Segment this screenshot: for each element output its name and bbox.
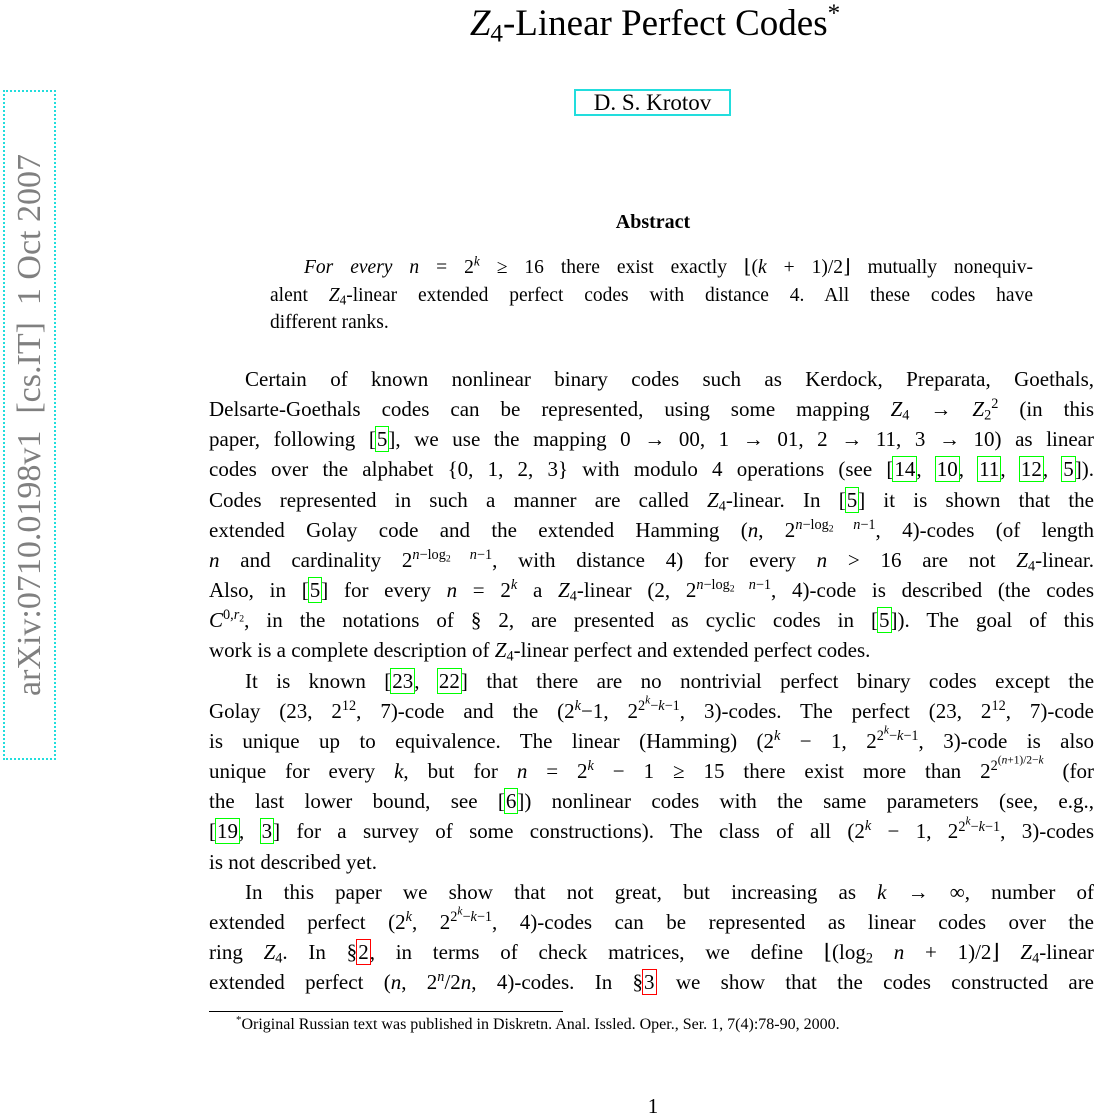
text-run: -linear perfect and extended perfect codes. xyxy=(513,638,871,663)
text-run: is not described yet. xyxy=(209,849,377,874)
text-run: ( xyxy=(997,754,1002,767)
subscript xyxy=(866,951,873,967)
citation-link[interactable]: 5 xyxy=(1063,457,1074,482)
citation-link[interactable]: 3 xyxy=(261,819,273,844)
text-run: 4 xyxy=(339,291,347,307)
citation-link[interactable]: 5 xyxy=(879,608,890,633)
text-run: → xyxy=(909,397,973,422)
paper-title xyxy=(0,0,1096,48)
text-run: 4 xyxy=(506,648,514,665)
superscript xyxy=(990,754,1044,775)
citation-link[interactable]: 14 xyxy=(894,457,916,482)
text-run: 2 xyxy=(239,613,245,625)
superscript xyxy=(795,517,875,533)
text-run: ] for a survey of some constructions). The class of all (2 xyxy=(273,819,865,844)
math-symbol: Z xyxy=(558,578,570,603)
text-run: extended perfect (2 xyxy=(209,909,406,934)
text-run: paper, following [ xyxy=(209,427,376,452)
text-run: , 2 xyxy=(758,517,796,542)
subscript xyxy=(490,20,503,47)
text-run: − xyxy=(888,728,897,745)
text-run: − xyxy=(970,818,979,835)
text-run: 4 xyxy=(902,407,910,424)
text-run: 12 xyxy=(991,697,1006,714)
math-symbol: k xyxy=(645,694,651,707)
math-symbol: k xyxy=(883,724,889,737)
text-run: , 3)-codes. The perfect (23, 2 xyxy=(679,698,992,723)
text-run: -linear extended perfect codes with distance 4. All these codes have xyxy=(346,284,1033,306)
math-symbol: n xyxy=(460,970,472,995)
footnote xyxy=(236,1016,840,1034)
text-run: 4 xyxy=(569,588,577,605)
math-symbol: n xyxy=(390,970,402,995)
text-run: + 1)/2⌋ xyxy=(904,939,1021,964)
math-symbol: Z xyxy=(972,397,985,422)
superscript xyxy=(450,905,493,925)
text-run: and cardinality 2 xyxy=(219,547,413,572)
text-run: 2 xyxy=(445,553,451,565)
text-run: = 2 xyxy=(419,257,474,278)
text-run: 4 xyxy=(1032,950,1040,967)
math-symbol: n xyxy=(437,969,445,986)
math-symbol: n xyxy=(1001,754,1008,767)
superscript xyxy=(991,698,1005,714)
text-line xyxy=(209,816,1094,846)
text-line xyxy=(209,877,1094,907)
math-symbol: Z xyxy=(263,939,276,964)
text-run: (for xyxy=(1043,759,1095,784)
text-run: −1 xyxy=(860,516,876,533)
text-run: Codes represented in such a manner are called xyxy=(209,487,708,512)
text-run: −1 xyxy=(903,728,919,745)
text-run: > 16 are not xyxy=(827,547,1017,572)
text-run: unique for every xyxy=(209,759,395,784)
text-run: 4 xyxy=(1027,558,1036,575)
math-symbol: k xyxy=(877,879,887,904)
math-symbol: k xyxy=(510,577,518,594)
text-run: ] for every xyxy=(321,578,447,603)
section-link[interactable]: 3 xyxy=(644,970,655,995)
citation-link[interactable]: 5 xyxy=(846,487,858,512)
text-line xyxy=(209,696,1094,726)
superscript xyxy=(412,547,492,563)
text-run: , but for xyxy=(403,759,517,784)
text-run: ] it is shown that the xyxy=(858,487,1094,512)
text-run: ring xyxy=(209,939,264,964)
text-run: −1 xyxy=(755,577,772,594)
text-run: , 7)-code xyxy=(1005,698,1094,723)
text-run: 2 xyxy=(958,818,966,835)
text-run: ≥ 16 there exist exactly ⌊( xyxy=(479,257,759,278)
text-run: − 1 ≥ 15 there exist more than 2 xyxy=(593,759,991,784)
text-line xyxy=(209,605,1094,635)
subscript xyxy=(570,589,577,605)
text-run: extended perfect ( xyxy=(209,970,391,995)
math-symbol: n xyxy=(409,257,420,278)
superscript xyxy=(638,694,680,714)
text-run: extended Golay code and the extended Hamming ( xyxy=(209,517,748,542)
math-symbol: r xyxy=(233,607,240,624)
math-symbol: k xyxy=(457,905,463,918)
text-run: − xyxy=(650,697,659,714)
text-run: = 2 xyxy=(527,759,588,784)
math-symbol: k xyxy=(658,697,665,714)
math-symbol: Z xyxy=(1020,939,1033,964)
text-run: , xyxy=(958,457,979,482)
math-symbol: k xyxy=(587,758,594,775)
math-symbol: k xyxy=(965,815,971,828)
text-run: 4 xyxy=(275,950,283,967)
text-run: -linear. xyxy=(1035,547,1095,572)
math-symbol: n xyxy=(412,547,420,564)
text-run: , xyxy=(239,819,261,844)
footnote-rule xyxy=(209,1011,563,1012)
text-run: , 4)-codes. In § xyxy=(471,970,644,995)
text-run: −1, 2 xyxy=(580,698,638,723)
citation-link[interactable]: 6 xyxy=(505,789,517,814)
text-run: , 4)-code is described (the codes xyxy=(771,578,1095,603)
text-run: [ xyxy=(209,819,216,844)
text-line xyxy=(209,394,1094,424)
text-line xyxy=(209,937,1094,967)
text-run: , 3)-codes xyxy=(1000,819,1095,844)
text-run: ], we use the mapping 0 → 00, 1 → 01, 2 → 11, 3 → 10) as linear xyxy=(388,427,1094,452)
text-line xyxy=(209,454,1094,484)
math-symbol: Z xyxy=(328,284,340,306)
text-run: * xyxy=(827,0,841,28)
text-line xyxy=(209,364,1094,394)
subscript xyxy=(506,649,513,665)
text-run: 2 xyxy=(991,396,999,413)
text-run: , 4)-codes (of length xyxy=(875,517,1095,542)
text-run: -linear (2, 2 xyxy=(576,578,697,603)
math-symbol: k xyxy=(574,697,581,714)
text-run: 2 xyxy=(729,583,735,595)
math-symbol: Z xyxy=(890,397,903,422)
text-line xyxy=(209,726,1094,756)
math-symbol: C xyxy=(209,608,224,633)
math-symbol: n xyxy=(516,759,528,784)
text-run: different ranks. xyxy=(270,312,389,333)
superscript xyxy=(342,698,356,714)
text-run: 2 xyxy=(638,697,646,714)
text-run: work is a complete description of xyxy=(209,638,495,663)
math-symbol: k xyxy=(470,908,477,925)
math-symbol: n xyxy=(209,547,220,572)
text-run: Golay (23, 2 xyxy=(209,698,342,723)
superscript xyxy=(828,0,841,27)
text-run: −1 xyxy=(984,818,1001,835)
text-line xyxy=(270,309,1033,337)
text-run: -linear. In [ xyxy=(725,487,846,512)
text-run: In this paper we show that not great, but increasing as xyxy=(245,879,878,904)
text-run: 2 xyxy=(865,950,873,967)
text-run: Also, in [ xyxy=(209,578,309,603)
text-run: 12 xyxy=(341,697,357,714)
text-run: ]). xyxy=(1074,457,1094,482)
abstract xyxy=(270,254,1033,337)
citation-link[interactable]: 12 xyxy=(1020,457,1042,482)
text-run: -linear xyxy=(1039,939,1095,964)
text-run: , 7)-code and the (2 xyxy=(356,698,575,723)
text-line xyxy=(209,424,1094,454)
text-run: /2 xyxy=(444,970,461,995)
superscript xyxy=(696,577,771,593)
text-run: −log xyxy=(802,516,829,533)
superscript xyxy=(223,607,244,623)
math-symbol: k xyxy=(864,818,872,835)
text-run: +1)/2− xyxy=(1007,754,1039,767)
math-symbol: Z xyxy=(1016,547,1028,572)
text-run: . In § xyxy=(282,939,358,964)
text-run: , 3)-code is also xyxy=(918,728,1095,753)
superscript xyxy=(876,724,919,745)
text-line xyxy=(209,756,1094,786)
math-symbol: k xyxy=(1038,754,1044,767)
math-symbol: n xyxy=(872,939,905,964)
text-run: , in the notations of § 2, are presented as cyclic codes in [ xyxy=(244,608,878,633)
text-run: a xyxy=(517,578,559,603)
text-run: −log xyxy=(703,577,730,594)
text-run: ]). The goal of this xyxy=(890,608,1094,633)
text-run: we show that the codes constructed are xyxy=(655,970,1095,995)
math-symbol: n xyxy=(795,516,803,533)
text-run: Certain of known nonlinear binary codes such as Kerdock, Preparata, Goethals, xyxy=(245,367,1094,391)
math-symbol: k xyxy=(896,728,904,745)
text-run: alent xyxy=(270,284,329,306)
text-run: 2 xyxy=(990,758,998,775)
text-run: (in this xyxy=(998,397,1095,422)
text-run: -Linear Perfect Codes xyxy=(502,3,828,44)
math-symbol: Z xyxy=(469,3,491,44)
text-run: + 1)/2⌋ mutually nonequiv- xyxy=(766,257,1033,278)
subscript xyxy=(719,498,726,514)
text-line xyxy=(209,847,1094,877)
text-run: 0, xyxy=(223,607,234,624)
text-run: 4 xyxy=(490,20,503,48)
text-run: −1 xyxy=(476,547,493,564)
text-run: ]) nonlinear codes with the same parameters (see, e.g., xyxy=(517,789,1094,814)
text-run: codes over the alphabet {0, 1, 2, 3} with modulo 4 operations (see [ xyxy=(209,457,894,482)
text-run: = 2 xyxy=(457,578,511,603)
citation-link[interactable]: 5 xyxy=(309,578,321,603)
math-symbol: k xyxy=(978,818,985,835)
text-run: − 1, 2 xyxy=(871,819,959,844)
text-line xyxy=(209,485,1094,515)
text-line xyxy=(209,545,1094,575)
text-line xyxy=(270,282,1033,310)
text-run: −log xyxy=(419,547,446,564)
math-symbol: n xyxy=(446,578,458,603)
math-symbol: k xyxy=(758,257,767,278)
arxiv-stamp xyxy=(3,90,56,760)
math-symbol: n xyxy=(747,517,759,542)
math-symbol: n xyxy=(833,516,861,533)
text-line xyxy=(209,666,1094,696)
math-symbol: k xyxy=(773,728,781,745)
text-run: 2 xyxy=(828,523,834,535)
text-run: Original Russian text was published in Diskretn. Anal. Issled. Oper., Ser. 1, 7(4):78-90, 2000. xyxy=(241,1016,840,1033)
text-run: −1 xyxy=(476,908,493,925)
math-symbol: For every xyxy=(304,257,410,278)
citation-link[interactable]: 11 xyxy=(979,457,1000,482)
superscript xyxy=(958,815,1001,835)
body-text xyxy=(209,364,1094,997)
text-run: , in terms of check matrices, we define ⌊(log xyxy=(369,939,866,964)
text-run: is unique up to equivalence. The linear (Hamming) (2 xyxy=(209,728,774,753)
math-symbol: n xyxy=(734,577,756,594)
author-link[interactable]: D. S. Krotov xyxy=(574,89,731,116)
text-run: 2 xyxy=(984,407,992,424)
math-symbol: Z xyxy=(707,487,719,512)
citation-link[interactable]: 10 xyxy=(936,457,958,482)
text-line xyxy=(209,515,1094,545)
text-run: − 1, 2 xyxy=(780,728,877,753)
text-run: , with distance 4) for every xyxy=(492,547,817,572)
math-symbol: n xyxy=(816,547,828,572)
math-symbol: k xyxy=(405,908,412,925)
text-run: , 2 xyxy=(411,909,451,934)
math-symbol: n xyxy=(696,577,704,594)
text-run: Delsarte-Goethals codes can be represented, using some mapping xyxy=(209,397,891,422)
abstract-heading: Abstract xyxy=(615,211,691,233)
text-run: 2 xyxy=(876,728,884,745)
text-line xyxy=(209,907,1094,937)
text-line xyxy=(209,786,1094,816)
citation-link[interactable]: 23 xyxy=(392,668,414,693)
text-run: , xyxy=(1000,457,1020,482)
text-line xyxy=(209,635,1094,665)
citation-link[interactable]: 5 xyxy=(376,427,388,452)
text-line xyxy=(209,575,1094,605)
page-number: 1 xyxy=(647,1094,659,1118)
superscript xyxy=(998,755,1044,767)
text-run: , xyxy=(916,457,936,482)
text-run: , xyxy=(1042,457,1063,482)
text-run: the last lower bound, see [ xyxy=(209,789,505,814)
arxiv-id: arXiv:0710.0198v1 [cs.IT] 1 Oct 2007 xyxy=(10,153,48,697)
text-run: → ∞, number of xyxy=(886,879,1094,904)
math-symbol: Z xyxy=(494,638,507,663)
text-run: It is known [ xyxy=(245,668,392,693)
citation-link[interactable]: 19 xyxy=(217,819,238,844)
text-run: * xyxy=(236,1014,242,1027)
text-run: , xyxy=(414,668,438,693)
text-run: 2 xyxy=(450,908,458,925)
citation-link[interactable]: 22 xyxy=(438,668,460,693)
math-symbol: n xyxy=(450,547,477,564)
text-line xyxy=(270,254,1033,282)
text-run: − xyxy=(462,908,471,925)
math-symbol: k xyxy=(394,759,404,784)
text-line xyxy=(209,967,1094,997)
section-link[interactable]: 2 xyxy=(358,939,369,964)
text-run: 4 xyxy=(718,498,726,515)
text-run: , 2 xyxy=(401,970,438,995)
math-symbol: k xyxy=(473,253,480,269)
text-run: −1 xyxy=(664,697,680,714)
text-run: , 4)-codes can be represented as linear codes over the xyxy=(492,909,1095,934)
text-run: ] that there are no nontrivial perfect binary codes except the xyxy=(460,668,1095,693)
